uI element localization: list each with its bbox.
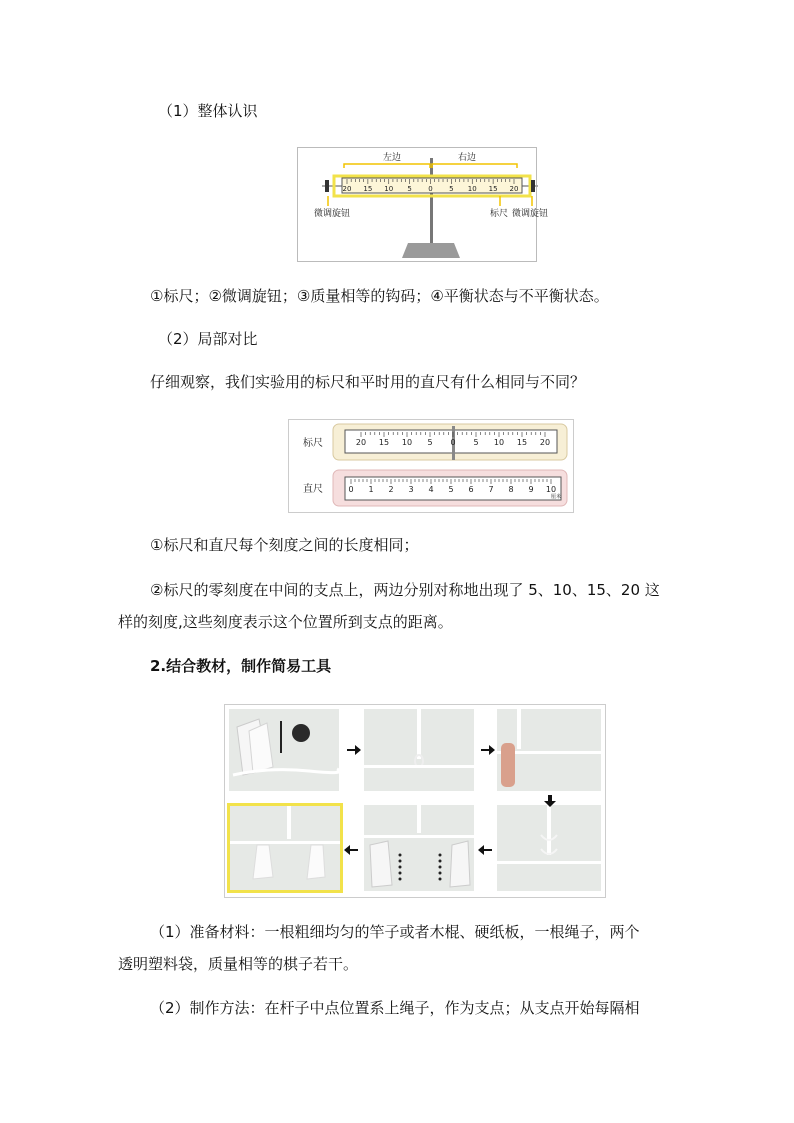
point-zero-center-line2: 样的刻度,这些刻度表示这个位置所到支点的距离。 (118, 613, 453, 631)
right-side-label: 右边 (458, 153, 477, 163)
zhichi-tick-label: 4 (428, 485, 434, 494)
knob-left-label: 微调旋钮 (314, 209, 351, 219)
materials-line2: 透明塑料袋，质量相等的棋子若干。 (118, 955, 359, 973)
fine-tune-knob-right (531, 180, 535, 192)
zhichi-tick-label: 7 (488, 485, 494, 494)
balance-scale-tick-label: 5 (407, 185, 412, 193)
zhichi-tick-label: 9 (528, 485, 534, 494)
balance-ruler-figure (297, 147, 549, 262)
biaochi-tick-label: 15 (378, 438, 390, 447)
biaochi-tick-label: 10 (493, 438, 505, 447)
biaochi-tick-label: 5 (473, 438, 479, 447)
balance-scale-tick-label: 20 (509, 185, 519, 193)
balance-scale-tick-label: 15 (363, 185, 373, 193)
ruler-label: 标尺 (490, 209, 509, 219)
fine-tune-knob-left (325, 180, 329, 192)
zhichi-tick-label: 1 (368, 485, 374, 494)
left-side-label: 左边 (383, 153, 402, 163)
comparison-question: 仔细观察，我们实验用的标尺和平时用的直尺有什么相同与不同？ (150, 373, 586, 391)
components-list: ①标尺；②微调旋钮；③质量相等的钩码；④平衡状态与不平衡状态。 (150, 287, 609, 305)
biaochi-tick-label: 0 (450, 438, 456, 447)
section-heading-overall: （1）整体认识 (158, 102, 258, 120)
zhichi-tick-label: 6 (468, 485, 474, 494)
point-zero-center-line1: ②标尺的零刻度在中间的支点上，两边分别对称地出现了 5、10、15、20 这 (150, 581, 660, 599)
zhichi-tick-label: 10 (545, 485, 557, 494)
zhichi-label: 直尺 (303, 484, 323, 495)
biaochi-tick-label: 5 (427, 438, 433, 447)
zhichi-tick-label: 8 (508, 485, 514, 494)
biaochi-tick-label: 20 (539, 438, 551, 447)
zhichi-tick-label: 5 (448, 485, 454, 494)
section-heading-make-tool: 2.结合教材，制作简易工具 (150, 657, 332, 675)
point-same-spacing: ①标尺和直尺每个刻度之间的长度相同； (150, 536, 419, 554)
method-line1: （2）制作方法：在杆子中点位置系上绳子，作为支点；从支点开始每隔相 (150, 999, 640, 1017)
zhichi-tick-label: 3 (408, 485, 414, 494)
knob-right-label: 微调旋钮 (512, 209, 549, 219)
biaochi-label: 标尺 (303, 438, 323, 449)
zhichi-tick-label: 0 (348, 485, 354, 494)
stand-pole (430, 158, 433, 243)
biaochi-tick-label: 10 (401, 438, 413, 447)
biaochi-tick-label: 15 (516, 438, 528, 447)
balance-scale-tick-label: 0 (428, 185, 433, 193)
balance-scale-tick-label: 20 (342, 185, 352, 193)
balance-scale-tick-label: 10 (384, 185, 394, 193)
section-heading-compare: （2）局部对比 (158, 330, 258, 348)
ruler-comparison-figure (288, 419, 574, 513)
zhichi-tick-label: 2 (388, 485, 394, 494)
stand-base (402, 243, 460, 258)
step-arrows (344, 745, 556, 855)
making-steps-photo-grid (224, 704, 606, 898)
biaochi-tick-label: 20 (355, 438, 367, 447)
balance-scale-tick-label: 5 (449, 185, 454, 193)
balance-scale-tick-label: 15 (488, 185, 498, 193)
materials-line1: （1）准备材料：一根粗细均匀的竿子或者木棍、硬纸板，一根绳子，两个 (150, 923, 640, 941)
balance-scale-tick-label: 10 (467, 185, 477, 193)
zhichi-unit: 厘米 (551, 494, 562, 500)
